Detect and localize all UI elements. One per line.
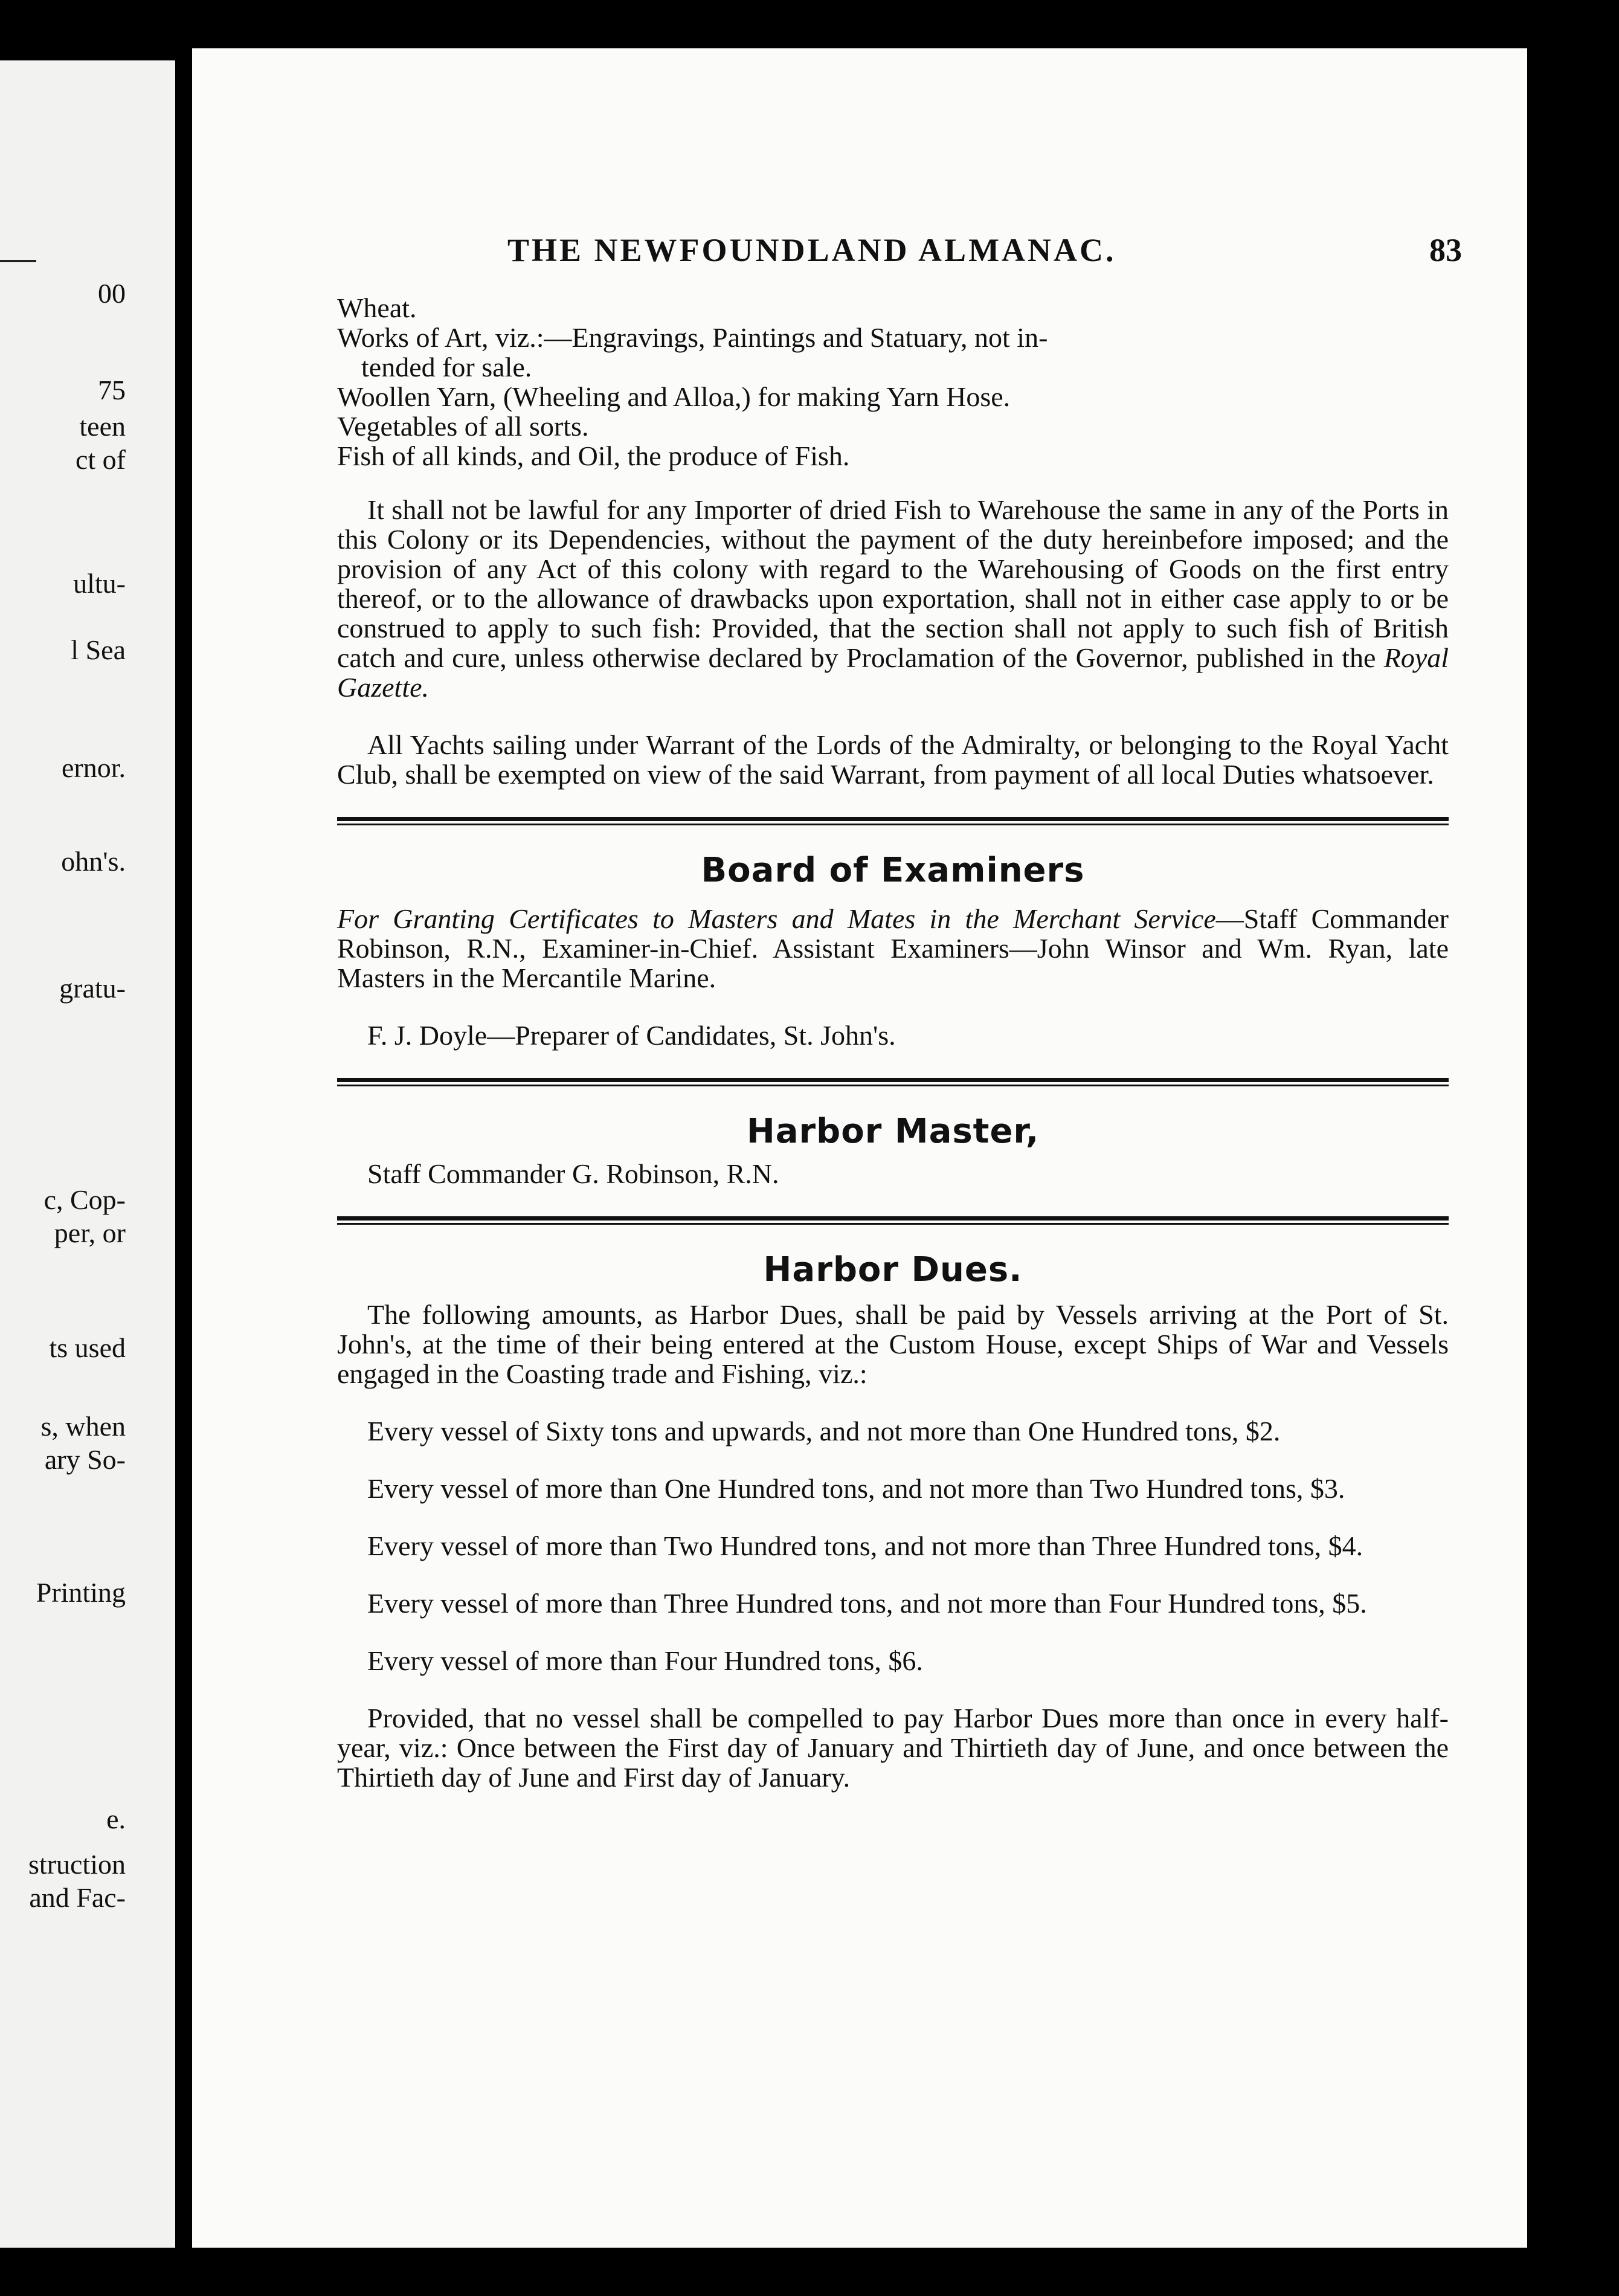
- board-paragraph: [337, 904, 1449, 993]
- left-page-line: l Sea: [71, 634, 126, 665]
- harbor-dues-heading: Harbor Dues.: [763, 1250, 1023, 1289]
- page-number: 83: [1429, 232, 1462, 268]
- left-page-fragment: [0, 60, 175, 2248]
- left-page-line: teen: [79, 411, 126, 442]
- section-divider: [337, 1216, 1449, 1225]
- left-page-line: and Fac-: [29, 1882, 126, 1913]
- left-page-line: ohn's.: [61, 846, 126, 877]
- free-goods-list: [337, 293, 1449, 471]
- harbor-dues-intro: The following amounts, as Harbor Dues, shall be paid by Vessels arriving at the Port of St. John's, at the time of their being entered at the Custom House, except Ships of War and Vessels engaged in the Coasting trade and Fishing, viz.:: [337, 1299, 1449, 1389]
- board-of-examiners-heading: Board of Examiners: [701, 851, 1085, 890]
- list-item: Vegetables of all sorts.: [337, 411, 589, 442]
- left-page-line: Printing: [36, 1577, 126, 1608]
- harbor-master-text: Staff Commander G. Robinson, R.N.: [367, 1158, 779, 1189]
- dues-item: Every vessel of more than Four Hundred tons, $6.: [367, 1645, 923, 1676]
- list-item: Works of Art, viz.:—Engravings, Paintings and Statuary, not in-: [337, 322, 1048, 353]
- running-title: THE NEWFOUNDLAND ALMANAC.: [507, 232, 1116, 268]
- left-page-line: ultu-: [73, 568, 126, 599]
- board-italic-lead: For Granting Certificates to Masters and Mates in the Merchant Service: [337, 903, 1216, 934]
- section-divider: [337, 1078, 1449, 1086]
- left-page-line: ernor.: [61, 752, 126, 783]
- dues-item: Every vessel of Sixty tons and upwards, and not more than One Hundred tons, $2.: [367, 1416, 1281, 1446]
- running-header: [507, 231, 1462, 274]
- harbor-dues-proviso: Provided, that no vessel shall be compelled to pay Harbor Dues more than once in every half-year, viz.: Once between the First day of January and Thirtieth day of June, and once between the Thirtieth day of June and First day of January.: [337, 1703, 1449, 1793]
- list-item: tended for sale.: [361, 352, 532, 382]
- left-page-line: ts used: [49, 1332, 126, 1363]
- almanac-page: [192, 48, 1527, 2248]
- warehouse-paragraph: [337, 495, 1449, 702]
- list-item: Fish of all kinds, and Oil, the produce of Fish.: [337, 440, 850, 471]
- left-page-line: ct of: [75, 444, 126, 475]
- left-page-line: ary So-: [44, 1444, 126, 1475]
- left-page-line: s, when: [40, 1411, 126, 1442]
- board-text: —Staff Commander Robinson, R.N., Examiner-in-Chief. Assistant Examiners—John Winsor and Wm. Ryan, late Masters in the Mercantile Marine.: [337, 903, 1449, 993]
- page-content: [337, 293, 1449, 1820]
- left-page-rule: [0, 260, 36, 262]
- left-page-line: 00: [98, 278, 126, 309]
- left-page-line: gratu-: [59, 973, 126, 1004]
- left-page-line: c, Cop-: [43, 1184, 126, 1215]
- harbor-master-heading: Harbor Master,: [746, 1112, 1040, 1151]
- section-divider: [337, 817, 1449, 825]
- yachts-paragraph: All Yachts sailing under Warrant of the Lords of the Admiralty, or belonging to the Royal Yacht Club, shall be exempted on view of the said Warrant, from payment of all local Duties whatsoever.: [337, 729, 1449, 790]
- warehouse-text: It shall not be lawful for any Importer of dried Fish to Warehouse the same in any of the Ports in this Colony or its Dependencies, without the payment of the duty hereinbefore imposed; and the provision of any Act of this colony with regard to the Warehousing of Goods on the first entry thereof, or to the allowance of drawbacks upon exportation, shall not in either case apply to or be construed to apply to such fish: Provided, that the section shall not apply to such fish of British catch and cure, unless otherwise declared by Proclamation of the Governor, published in the: [337, 494, 1449, 673]
- list-item: Wheat.: [337, 292, 417, 323]
- left-page-line: 75: [98, 375, 126, 405]
- dues-item: Every vessel of more than One Hundred tons, and not more than Two Hundred tons, $3.: [367, 1473, 1345, 1504]
- left-page-line: struction: [28, 1849, 126, 1880]
- royal-gazette-title: Royal Gazette.: [337, 642, 1449, 703]
- dues-item: Every vessel of more than Three Hundred tons, and not more than Four Hundred tons, $5.: [367, 1588, 1367, 1619]
- preparer-line: F. J. Doyle—Preparer of Candidates, St. John's.: [367, 1020, 896, 1051]
- list-item: Woollen Yarn, (Wheeling and Alloa,) for making Yarn Hose.: [337, 381, 1011, 412]
- dues-item: Every vessel of more than Two Hundred tons, and not more than Three Hundred tons, $4.: [367, 1530, 1363, 1561]
- left-page-line: e.: [106, 1804, 126, 1834]
- left-page-line: per, or: [54, 1217, 126, 1248]
